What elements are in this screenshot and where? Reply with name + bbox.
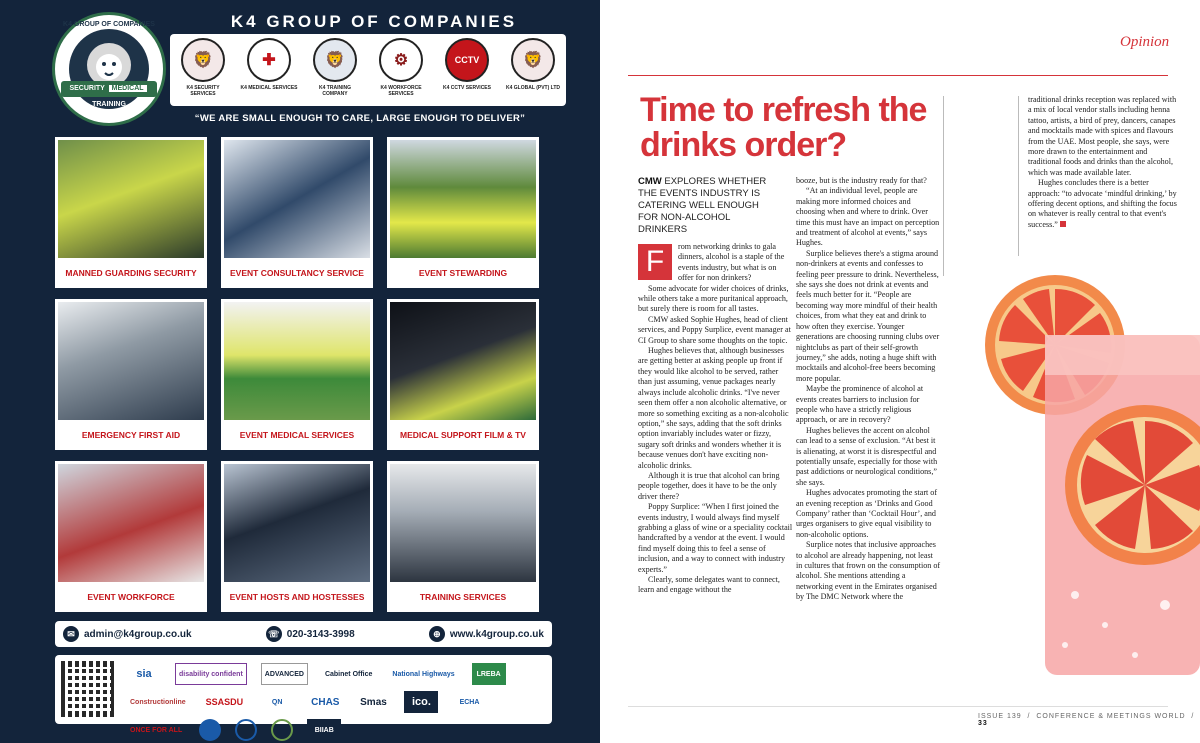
badge-icon	[235, 719, 257, 741]
service-label: TRAINING SERVICES	[419, 592, 507, 602]
k4-brand-logo	[52, 12, 166, 126]
paragraph: booze, but is the industry ready for that?	[796, 176, 927, 185]
accreditations-panel	[55, 655, 552, 734]
paragraph: rom networking drinks to gala dinners, alcohol is a staple of the events industry, but what is on offer for non drinkers?	[678, 242, 785, 283]
phone-text: 020-3143-3998	[286, 628, 355, 640]
paragraph: Hughes believes that, although businesses are getting better at asking people up front if they would like alcohol to be served, rather than just assuming, venue packages nearly always include alcoholic drinks. “I've never seen them offer a non alcoholic alternative, or more so something exciting as a non-alcoholic option,” she says, adding that the soft drinks option invariably includes water or fizzy, sugary soft drinks and wonders whether it is because venues don't have exciting non-alcoholic drinks.	[638, 346, 789, 470]
service-photo	[390, 302, 536, 420]
badge-icon	[199, 719, 221, 741]
ribbon-word: SECURITY	[69, 85, 105, 92]
publication-name: CONFERENCE & MEETINGS WORLD	[1036, 713, 1186, 720]
service-photo	[58, 302, 204, 420]
article-headline: Time to refresh the drinks order?	[640, 91, 927, 164]
article-column-1	[638, 242, 793, 596]
web-text: www.k4group.co.uk	[449, 628, 544, 640]
page-number: 33	[978, 720, 988, 727]
advert-tagline: “WE ARE SMALL ENOUGH TO CARE, LARGE ENOUGH TO DELIVER”	[194, 113, 526, 124]
article-column-3	[1028, 95, 1178, 230]
section-label: Opinion	[1120, 34, 1170, 50]
sub-company-logo	[174, 38, 232, 97]
paragraph	[1028, 178, 1178, 230]
accreditation-logo: Cabinet Office	[324, 670, 373, 678]
paragraph: Some advocate for wider choices of drinks, while others take a more puritanical approach, but surely there is room for all tastes.	[638, 283, 789, 314]
service-tile[interactable]	[387, 299, 539, 450]
service-tile[interactable]	[387, 461, 539, 612]
sub-company-name: K4 MEDICAL SERVICES	[240, 85, 298, 91]
sub-company-name: K4 TRAINING COMPANY	[319, 85, 351, 97]
column-divider	[1018, 96, 1019, 256]
lion-icon: 🦁	[511, 38, 555, 82]
accreditation-logo: LREBA	[472, 663, 506, 685]
sub-company-logos	[170, 34, 566, 106]
accreditation-logo: ONCE FOR ALL	[130, 726, 183, 734]
ribbon-word: MEDICAL	[109, 85, 147, 92]
sub-company-logo	[372, 38, 430, 97]
phone-contact[interactable]	[266, 626, 355, 642]
paragraph: Clearly, some delegates want to connect, learn and engage without the	[638, 575, 780, 595]
accreditation-logo: disability confident	[175, 663, 247, 685]
cctv-icon: CCTV	[445, 38, 489, 82]
accreditation-logo: BIIAB	[307, 719, 341, 741]
qr-code-icon	[61, 661, 117, 717]
service-tile[interactable]	[55, 461, 207, 612]
end-mark-icon	[1060, 221, 1066, 227]
paragraph: Surplice notes that inclusive approaches to alcohol are already happening, not least in cultures that frown on the consumption of alcohol. She mentions attending a networking event in the Emirates organised by The DMC Network where the	[796, 540, 941, 602]
service-photo	[390, 140, 536, 258]
drop-cap: F	[638, 244, 672, 280]
contact-bar	[55, 621, 552, 647]
logo-ribbon	[61, 81, 157, 108]
accreditation-logo: Smas	[360, 696, 387, 708]
accreditation-logo: QN	[271, 698, 283, 706]
sub-company-name: K4 GLOBAL (PVT) LTD	[506, 85, 560, 91]
web-contact[interactable]	[429, 626, 544, 642]
accreditation-logo: ico.	[404, 691, 438, 713]
service-photo	[390, 464, 536, 582]
service-photo	[58, 140, 204, 258]
sub-company-logo	[504, 38, 562, 91]
sub-company-logo	[240, 38, 298, 91]
lion-icon: 🦁	[313, 38, 357, 82]
advert-title: K4 GROUP OF COMPANIES	[230, 12, 518, 31]
sub-company-logo	[306, 38, 364, 97]
accreditation-logo: Constructionline	[130, 698, 186, 706]
grapefruit-drink-illustration	[945, 275, 1200, 695]
service-label: EVENT STEWARDING	[418, 268, 508, 278]
accreditation-logo: National Highways	[392, 670, 455, 678]
service-tile[interactable]	[221, 137, 373, 288]
medical-cross-icon: ✚	[247, 38, 291, 82]
accreditation-logo: sia	[136, 668, 152, 680]
envelope-icon: ✉	[63, 626, 79, 642]
service-tile[interactable]	[55, 299, 207, 450]
service-label: EVENT CONSULTANCY SERVICE	[230, 268, 364, 278]
sub-company-name: K4 WORKFORCE SERVICES	[380, 85, 422, 97]
sub-company-logo	[438, 38, 496, 91]
service-tile[interactable]	[221, 461, 373, 612]
paragraph: Hughes believes the accent on alcohol can lead to a sense of exclusion. “At best it is alienating, at worst it is disrespectful and potentially unsafe, especially for those with past addictions or neurological conditions,” she says.	[796, 425, 938, 487]
service-tile[interactable]	[55, 137, 207, 288]
accreditation-logo: SSASDU	[205, 697, 244, 707]
badge-icon	[271, 719, 293, 741]
sub-company-name: K4 SECURITY SERVICES	[186, 85, 220, 97]
lion-icon: 🦁	[181, 38, 225, 82]
closing-text: Hughes concludes there is a better approach: “to advocate ‘mindful drinking,’ by offering decent options, and shifting the focus on whatever is really central to that event's success.”	[1028, 178, 1177, 229]
service-tile[interactable]	[221, 299, 373, 450]
globe-icon: ⊕	[429, 626, 445, 642]
column-divider	[943, 96, 944, 276]
article-standfirst	[638, 176, 780, 236]
sub-company-name: K4 CCTV SERVICES	[443, 85, 491, 91]
phone-icon: ☏	[266, 626, 282, 642]
paragraph: “At an individual level, people are making more informed choices and choosing when and where to drink. Over time this must have an impact on perception and treatment of alcohol at events,” says Hughes.	[796, 186, 940, 248]
paragraph: CMW asked Sophie Hughes, head of client services, and Poppy Surplice, event manager at CI Group to share some thoughts on the topic.	[638, 314, 791, 345]
ribbon-word: TRAINING	[92, 101, 126, 108]
logo-arc-text: K4 GROUP OF COMPANIES	[63, 21, 155, 28]
paragraph: Hughes advocates promoting the start of an evening reception as ‘Drinks and Good Company’ rather than ‘Cocktail Hour’, and urges organisers to give equal visibility to non-alcoholic options.	[796, 488, 938, 539]
service-photo	[224, 302, 370, 420]
service-label: EVENT MEDICAL SERVICES	[239, 430, 355, 440]
services-grid	[55, 137, 555, 612]
standfirst-lead: CMW	[638, 176, 662, 187]
page-footer: ISSUE 139 / CONFERENCE & MEETINGS WORLD / 33	[978, 713, 1198, 727]
paragraph: Surplice believes there's a stigma around non-drinkers at events and confesses to feeling peer pressure to drink. Nevertheless, she says she does not drink at events and feels much better for it. “People are becoming way more mindful of their health choices, from what they eat and drink to how often they exercise. Younger generations are choosing running clubs over nightclubs as part of their self-growth journey,” she adds, noting a huge shift with mocktails and alcohol-free beers becoming more popular.	[796, 248, 940, 383]
service-label: EMERGENCY FIRST AID	[81, 430, 181, 440]
accreditation-logo: ECHA	[459, 698, 480, 706]
service-label: MEDICAL SUPPORT FILM & TV	[400, 430, 526, 440]
service-label: EVENT WORKFORCE	[87, 592, 175, 602]
paragraph: Poppy Surplice: “When I first joined the events industry, I would always find myself grabbing a glass of wine or a speciality cocktail handcrafted by a vendor at the event. I would find myself doing this to feel a sense of inclusion, and a way to connect with industry experts.”	[638, 502, 793, 574]
service-photo	[224, 464, 370, 582]
article-page	[600, 0, 1200, 743]
service-label: MANNED GUARDING SECURITY	[65, 268, 197, 278]
service-label: EVENT HOSTS AND HOSTESSES	[229, 592, 365, 602]
email-contact[interactable]	[63, 626, 192, 642]
paragraph: Maybe the prominence of alcohol at events creates barriers to inclusion for people who have a strictly religious approach, or are in recovery?	[796, 384, 924, 425]
article-column-2	[796, 176, 941, 603]
email-text: admin@k4group.co.uk	[84, 628, 192, 640]
paragraph: Although it is true that alcohol can bring people together, does it have to be the only driver there?	[638, 470, 780, 501]
accreditation-logo: ADVANCED	[261, 663, 308, 685]
service-tile[interactable]	[387, 137, 539, 288]
accreditation-logo: CHAS	[311, 696, 340, 708]
standfirst-text: EXPLORES WHETHER THE EVENTS INDUSTRY IS CATERING WELL ENOUGH FOR NON-ALCOHOL DRINKERS	[638, 176, 767, 235]
issue-number: ISSUE 139	[978, 713, 1022, 720]
workforce-icon: ⚙	[379, 38, 423, 82]
accreditation-logos	[127, 663, 545, 741]
footer-rule	[628, 706, 1168, 707]
paragraph: traditional drinks reception was replaced with a mix of local vendor stalls including henna tattoo, artists, a bird of prey, dancers, canapes and mocktails made with spices and flavours from the UAE. Most people, she says, were more drawn to the entertainment and traditional foods and drinks than the alcohol, which was made available later.	[1028, 95, 1177, 177]
service-photo	[224, 140, 370, 258]
header-rule	[628, 75, 1168, 76]
service-photo	[58, 464, 204, 582]
